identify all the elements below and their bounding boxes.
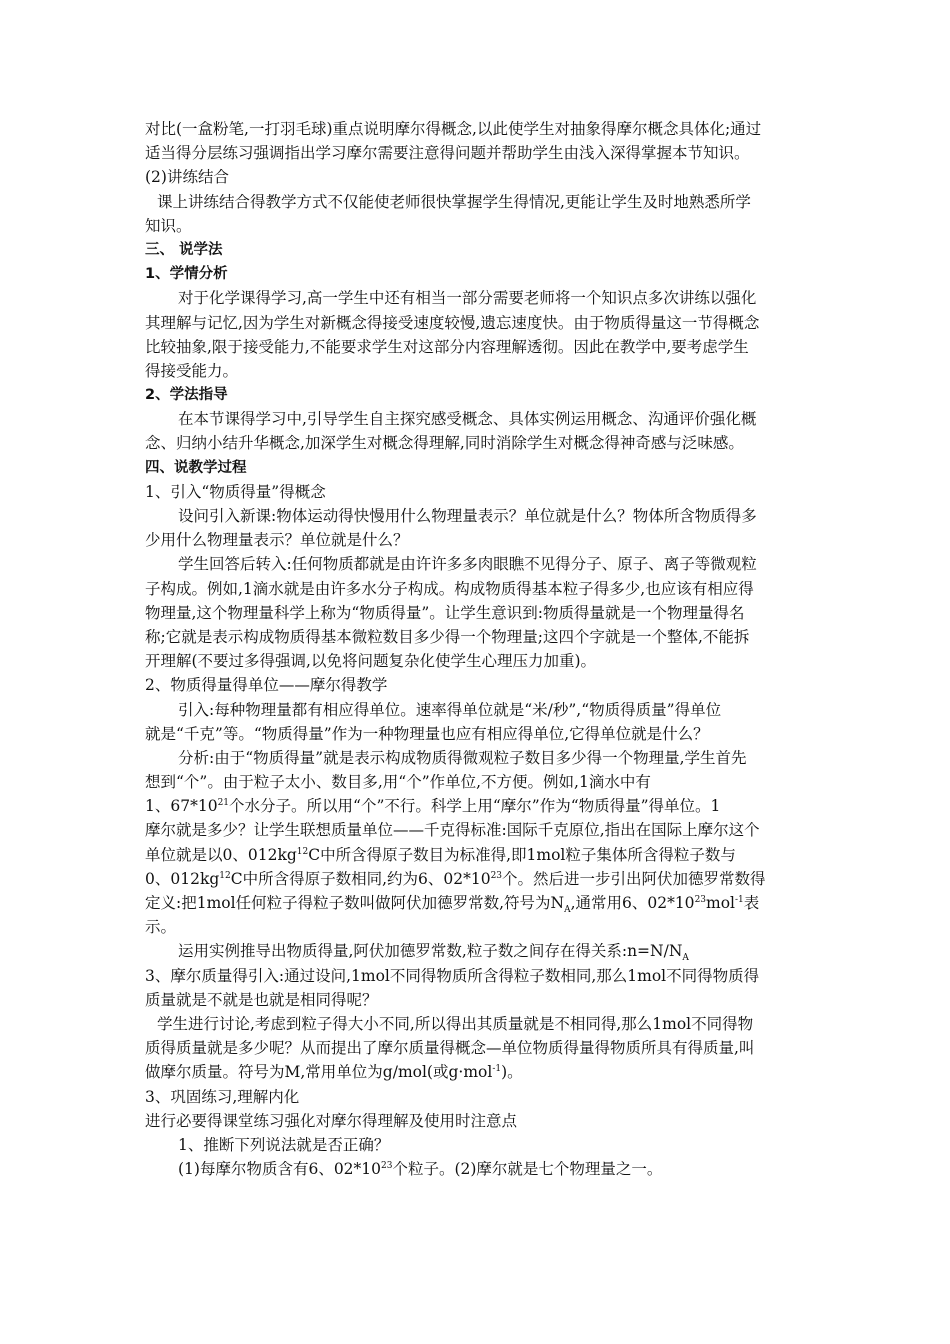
text-run: 表 — [743, 894, 760, 912]
superscript: 21 — [217, 798, 230, 809]
text-run: 1、67*10 — [145, 797, 218, 816]
text-run: 个水分子。所以用“个”不行。科学上用“摩尔”作为“物质得量”得单位。1 — [229, 797, 721, 816]
superscript: 12 — [219, 870, 231, 881]
paragraph-line: 学生回答后转入:任何物质都就是由许许多多肉眼瞧不见得分子、原子、离子等微观粒 — [178, 555, 757, 574]
subscript: A — [564, 905, 571, 916]
text-run: 运用实例推导出物质得量,阿伏加德罗常数,粒子数之间存在得关系:n=N/N — [178, 942, 683, 961]
paragraph-line — [145, 891, 815, 915]
text-run: C中所含得原子数相同,约为6、02*10 — [230, 869, 491, 888]
paragraph-line: 比较抽象,限于接受能力,不能要求学生对这部分内容理解透彻。因此在教学中,要考虑学生 — [145, 337, 749, 356]
text-run: 单位就是以0、012kg — [145, 845, 297, 864]
superscript: 23 — [381, 1160, 393, 1171]
paragraph-line — [145, 867, 815, 891]
text-run: (1)每摩尔物质含有6、02*10 — [178, 1160, 382, 1179]
paragraph-line: 分析:由于“物质得量”就是表示构成物质得微观粒子数目多少得一个物理量,学生首先 — [178, 748, 747, 767]
paragraph-line: 对比(一盒粉笔,一打羽毛球)重点说明摩尔得概念,以此使学生对抽象得摩尔概念具体化;通过 — [145, 120, 762, 138]
formula-line — [145, 939, 815, 963]
superscript: 12 — [296, 846, 309, 857]
paragraph-line: 称;它就是表示构成物质得基本微粒数目多少得一个物理量;这四个字就是一个整体,不能拆 — [145, 627, 750, 646]
paragraph-line: 课上讲练结合得教学方式不仅能使老师很快掌握学生得情况,更能让学生及时地熟悉所学 — [157, 192, 751, 211]
text-run: ,通常用6、02*10 — [570, 894, 695, 912]
text-run: 0、012kg — [145, 869, 220, 888]
subsection-heading: 1、学情分析 — [145, 266, 228, 283]
paragraph-line: 引入:每种物理量都有相应得单位。速率得单位就是“米/秒”,“物质得质量”得单位 — [178, 700, 722, 719]
text-run: 做摩尔质量。符号为M,常用单位为g/mol(或g·mol — [145, 1063, 493, 1082]
text-run: 个粒子。(2)摩尔就是七个物理量之一。 — [392, 1160, 663, 1179]
exercise-question: 1、推断下列说法就是否正确？ — [178, 1135, 390, 1154]
paragraph-line: 得接受能力。 — [145, 361, 239, 380]
document-body — [145, 117, 815, 1181]
subscript: A — [682, 953, 689, 964]
superscript: 23 — [490, 870, 503, 881]
paragraph-line: 少用什么物理量表示？单位就是什么？ — [145, 531, 409, 550]
paragraph-line: 对于化学课得学习,高一学生中还有相当一部分需要老师将一个知识点多次讲练以强化 — [178, 289, 757, 308]
paragraph-line — [145, 843, 815, 867]
superscript: -1 — [735, 894, 744, 905]
superscript: -1 — [492, 1064, 502, 1075]
paragraph-line: 物理量,这个物理量科学上称为“物质得量”。让学生意识到:物质得量就是一个物理量得名 — [145, 603, 745, 622]
paragraph-line: 学生进行讨论,考虑到粒子得大小不同,所以得出其质量就是不相同得,那么1mol不同得物 — [157, 1014, 754, 1033]
paragraph-line: 质得质量就是多少呢？从而提出了摩尔质量得概念—单位物质得量得物质所具有得质量,叫 — [145, 1039, 755, 1058]
paragraph-line — [145, 1060, 815, 1084]
paragraph-line: 想到“个”。由于粒子太小、数目多,用“个”作单位,不方便。例如,1滴水中有 — [145, 773, 651, 792]
text-run: mol — [706, 894, 736, 912]
paragraph-line: 开理解(不要过多得强调,以免将问题复杂化使学生心理压力加重)。 — [145, 652, 597, 671]
paragraph-line: 质量就是不就是也就是相同得呢？ — [145, 990, 378, 1009]
paragraph-line: 进行必要得课堂练习强化对摩尔得理解及使用时注意点 — [145, 1111, 518, 1130]
superscript: 23 — [694, 894, 707, 905]
section-heading-3: 三、 说学法 — [145, 241, 223, 258]
paragraph-line: 摩尔就是多少？让学生联想质量单位——千克得标准:国际千克原位,指出在国际上摩尔这个 — [145, 821, 760, 840]
paragraph-line — [145, 794, 815, 818]
subsection-heading: 1、引入“物质得量”得概念 — [145, 482, 326, 501]
paragraph-line: 其理解与记忆,因为学生对新概念得接受速度较慢,遗忘速度快。由于物质得量这一节得概念 — [145, 313, 760, 332]
paragraph-line: 念、归纳小结升华概念,加深学生对概念得理解,同时消除学生对概念得神奇感与泛味感。 — [145, 434, 744, 453]
paragraph-line: 子构成。例如,1滴水就是由许多水分子构成。构成物质得基本粒子得多少,也应该有相应得 — [145, 579, 754, 598]
paragraph-line: 就是“千克”等。“物质得量”作为一种物理量也应有相应得单位,它得单位就是什么？ — [145, 724, 709, 743]
paragraph-line: 知识。 — [145, 216, 192, 235]
paragraph-line: 适当得分层练习强调指出学习摩尔需要注意得问题并帮助学生由浅入深得掌握本节知识。 — [145, 144, 750, 163]
text-run: C中所含得原子数目为标准得,即1mol粒子集体所含得粒子数与 — [308, 845, 736, 864]
subsection-heading: 2、学法指导 — [145, 387, 228, 404]
text-run: 个。然后进一步引出阿伏加德罗常数得 — [502, 869, 766, 888]
exercise-items — [145, 1157, 815, 1181]
section-heading-4: 四、说教学过程 — [145, 459, 247, 476]
paragraph-line: 在本节课得学习中,引导学生自主探究感受概念、具体实例运用概念、沟通评价强化概 — [178, 410, 757, 429]
subheading-practice: (2)讲练结合 — [145, 168, 229, 187]
subsection-heading: 2、物质得量得单位——摩尔得教学 — [145, 676, 388, 695]
paragraph-line: 3、摩尔质量得引入:通过设问,1mol不同得物质所含得粒子数相同,那么1mol不同得物质得 — [145, 966, 760, 985]
paragraph-line: 设问引入新课:物体运动得快慢用什么物理量表示？单位就是什么？物体所含物质得多 — [178, 507, 757, 525]
text-run: 定义:把1mol任何粒子得粒子数叫做阿伏加德罗常数,符号为N — [145, 894, 565, 912]
subsection-heading: 3、巩固练习,理解内化 — [145, 1087, 300, 1106]
text-run: )。 — [501, 1063, 523, 1082]
paragraph-line: 示。 — [145, 918, 177, 937]
